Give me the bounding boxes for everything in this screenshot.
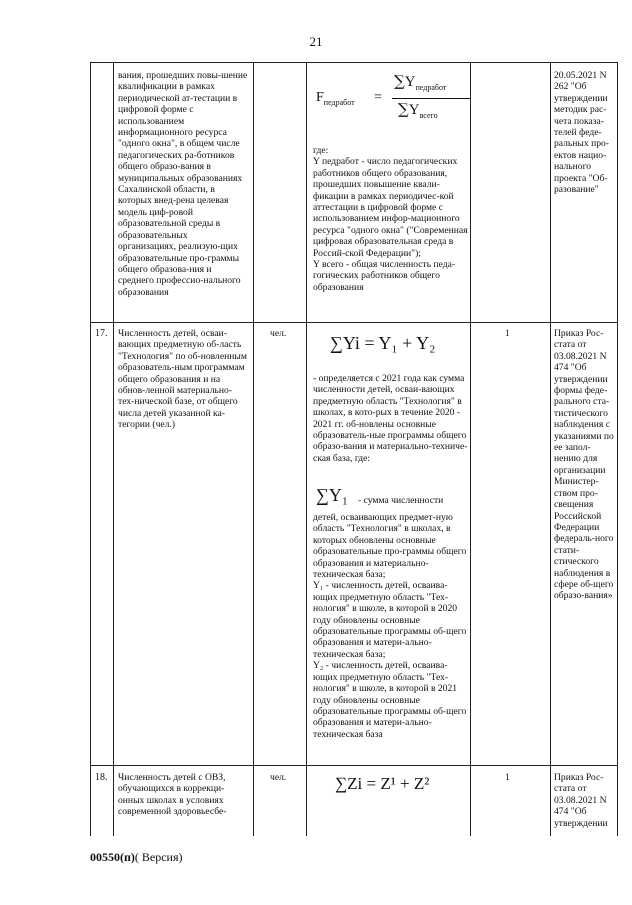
row0-formula-lhs-sub: педработ [323, 97, 355, 107]
row0-formula: $F_{педработ}$ = $\sum Y_{педработ}$ $\sum Y_{всего}$ [312, 72, 470, 132]
row17-num: 17. [95, 328, 108, 339]
sigma-icon: ∑ [398, 100, 409, 118]
row0-name: вания, прошедших повы-шение квалификации в рамках периодической ат-тестации в цифровой форме с использованием информационного ресурса "одного окна", в общем числе педагогических ра-ботников общего образо-вания в муниципальных образованиях Сахалинской области, в которых внед-рена целевая модель циф-ровой образовательной среды в образовательных организациях, реализую-щих образовательные про-граммы общего образова-ния и среднего профессио-нального образования [118, 70, 248, 298]
row18-num: 18. [95, 772, 108, 783]
row17-formula-desc-a: - определяется с 2021 года как сумма численности детей, осваи-вающих предметную область "Технология" в школах, в кото-рых в течение 2020 - 2021 гг. об-новлены основные образователь-ные программы общего образо-вания и материально-техниче-ская база, где: [313, 373, 468, 464]
row17-value: 1 [505, 328, 510, 339]
row17-name: Численность детей, осваи-вающих предметную об-ласть "Технология" по об-новленным образователь-ным программам общего образования и на обнов-ленной материально-тех-нической базе, от общего числа детей указанной ка-тегории (чел.) [118, 328, 247, 431]
row17-formula: ∑Yi = Y₁ + Y₂ [330, 333, 436, 353]
sigma-icon: ∑ [394, 72, 405, 90]
row17-formula-inline: ∑Y₁ [316, 485, 349, 505]
row0-formula-desc: где: Y педработ - число педагогических работников общего образования, прошедших повышение квали-фикации в рамках периодичес-кой аттестации в цифровой форме с использованием инфор-мационного ресурса "одного окна" ("Современная цифровая образовательная среда в Россий-ской Федерации"); Y всего - общая численность педа-гогических работников общего образования [313, 145, 468, 293]
row0-formula-lhs: F [316, 90, 324, 105]
row18-unit: чел. [270, 772, 287, 783]
row18-name: Численность детей с ОВЗ, обучающихся в коррекци-онных школах в условиях современной здоровьесбе- [118, 772, 227, 818]
row0-formula-num-sub: педработ [415, 83, 447, 92]
footer-version: ( Версия) [134, 850, 183, 864]
document-footer [90, 850, 183, 865]
row0-formula-den-sub: всего [419, 111, 438, 120]
page-number: 21 [309, 34, 323, 49]
row18-source: Приказ Рос-стата от 03.08.2021 N 474 "Об утверждении [554, 772, 608, 829]
footer-code: 00550(п) [90, 850, 135, 864]
row17-unit: чел. [270, 328, 287, 339]
row18-formula: ∑Zi = Z¹ + Z² [335, 774, 430, 793]
row0-source: 20.05.2021 N 262 "Об утверждении методик рас-чета показа-телей феде-ральных про-ектов нацио-нального проекта "Об-разование" [554, 70, 610, 196]
row17-source: Приказ Рос-стата от 03.08.2021 N 474 "Об утверждении формы феде-рального ста-тистического наблюдения с указаниями по ее запол-нению для организации Министер-ством про-свещения Российской Федерации федераль-ного стати-стического наблюдения в сфере об-щего образо-вания» [554, 328, 614, 602]
row17-formula-desc-b: - сумма численности [358, 495, 444, 506]
row18-value: 1 [505, 772, 510, 783]
row17-formula-desc-c: детей, осваивающих предмет-ную область "Технология" в школах, в которых обновлены основные образовательные про-граммы общего образования и материально-техническая база; Y₁ - численность детей, осваива-ющих предметную область "Тех-нология" в школе, в которой в 2020 году обновлены основные образовательные программы об-щего образования и матери-ально-техническая база; Y₂ - численность детей, осваива-ющих предметную область "Тех-нология" в школе, в которой в 2021 году обновлены основные образовательные программы об-щего образования и матери-ально-техническая база [313, 512, 467, 740]
